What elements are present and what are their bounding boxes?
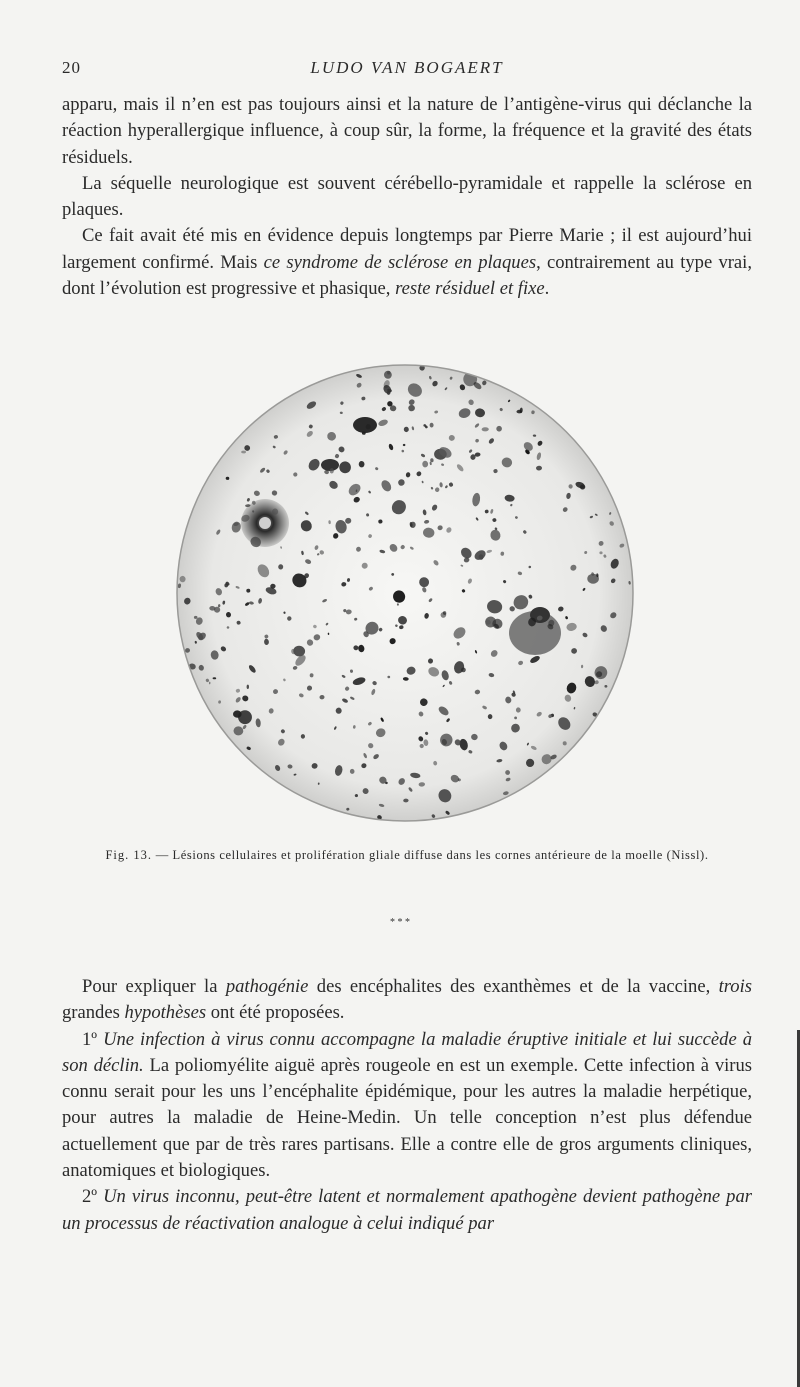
paragraph-3-text-c: .	[544, 278, 550, 300]
paragraph-5-text: La poliomyélite aiguë après rougeole en est un exemple. Cette infection à virus connu serait pour les uns l’encéphalite épidémique, pour les autres la maladie herpétique, pour autres la maladie de Heine-Medin. Un telle conception n’est plus défendue actuellement que par de très rares partisans. Elle a contre elle de gros arguments cliniques, anatomiques et biologiques.	[62, 1054, 753, 1182]
paragraph-4-text-b: des encéphalites des exanthèmes et de la vaccine,	[308, 976, 719, 997]
paragraph-4-italic-a: pathogénie	[225, 976, 309, 997]
paragraph-6-italic: Un virus inconnu, peut-être latent et normalement apathogène devient pathogène par un processus de réactivation analogue à celui indiqué par	[62, 1186, 752, 1234]
micrograph-disc	[177, 365, 633, 821]
paragraph-4-text-a: Pour expliquer la	[82, 976, 226, 997]
paragraph-4-text-c: grandes	[62, 1002, 125, 1024]
running-head: LUDO VAN BOGAERT	[310, 58, 504, 77]
paragraph-3	[62, 223, 752, 302]
paragraph-3-italic-a: ce syndrome de sclérose en plaques	[263, 251, 537, 273]
paragraph-4-italic-b: trois	[718, 976, 752, 997]
paragraph-5-italic: Une infection à virus connu accompagne la maladie éruptive initiale et lui succède à son déclin.	[62, 1028, 752, 1076]
paragraph-3-text-b: , contrairement au type vrai, dont l’évolution est progressive et phasique,	[62, 251, 752, 300]
paragraph-1: apparu, mais il n’en est pas toujours ainsi et la nature de l’antigène-virus qui déclanche la réaction hyperallergique influence, à coup sûr, la forme, la fréquence et la gravité des états résiduels.	[62, 94, 752, 168]
top-text-block	[62, 92, 752, 302]
paragraph-6-number: 2º	[82, 1186, 104, 1208]
figure-label: Fig. 13.	[105, 848, 152, 862]
micrograph-figure	[155, 355, 655, 825]
paragraph-5-number: 1º	[82, 1028, 104, 1050]
paragraph-4-italic-c: hypothèses	[124, 1002, 207, 1024]
paragraph-5	[62, 1027, 752, 1185]
paragraph-4-text-d: ont été proposées.	[206, 1002, 345, 1024]
paragraph-3-text-a: Ce fait avait été mis en évidence depuis longtemps par Pierre Marie ; il est aujourd’hui largement confirmé. Mais	[62, 225, 752, 273]
paragraph-3-italic-b: reste résiduel et fixe	[395, 278, 545, 300]
figure-caption	[62, 848, 752, 863]
paragraph-6	[62, 1184, 752, 1237]
page-number: 20	[62, 58, 81, 77]
bottom-text-block	[62, 974, 752, 1237]
paragraph-4	[62, 974, 752, 1027]
page-header	[62, 58, 752, 82]
section-separator: * * *	[390, 917, 410, 928]
paragraph-2: La séquelle neurologique est souvent cérébello-pyramidale et rappelle la sclérose en plaques.	[62, 172, 752, 221]
figure-caption-text: — Lésions cellulaires et prolifération gliale diffuse dans les cornes antérieure de la moelle (Nissl).	[152, 848, 709, 862]
